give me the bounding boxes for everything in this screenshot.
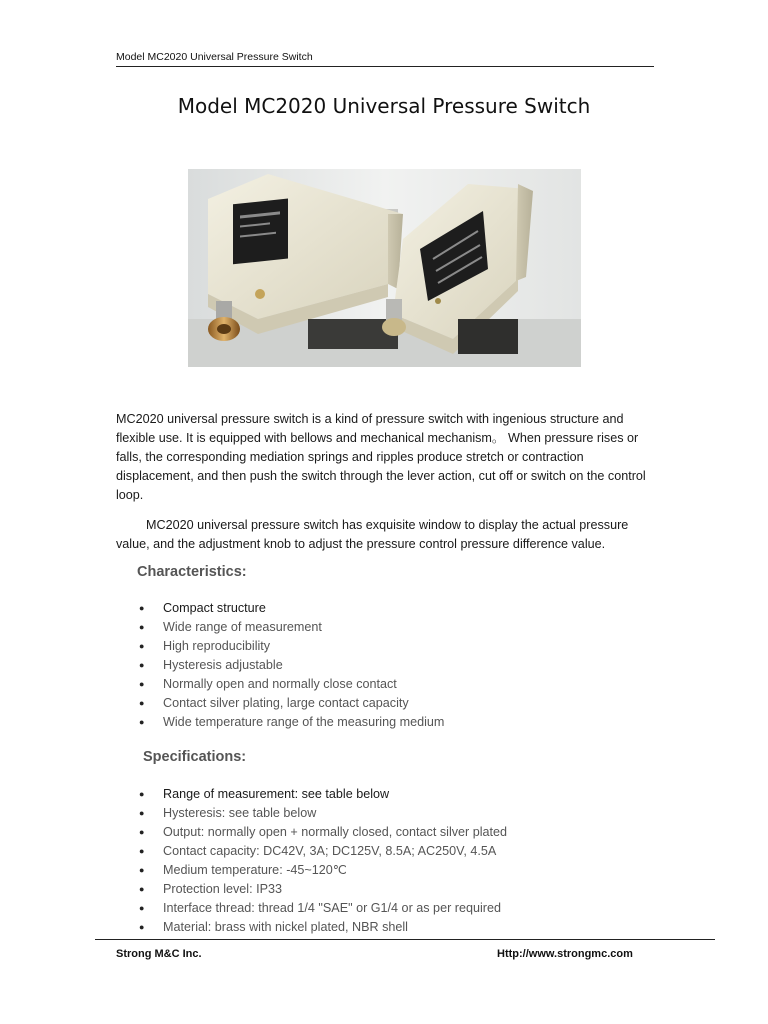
characteristics-heading: Characteristics: [137, 564, 247, 580]
list-item: ● High reproducibility [137, 637, 444, 656]
bullet-icon: ● [139, 865, 145, 875]
list-item: ● Wide temperature range of the measuring medium [137, 713, 444, 732]
list-item: ● Contact capacity: DC42V, 3A; DC125V, 8.5A; AC250V, 4.5A [137, 842, 507, 861]
footer-divider [95, 939, 715, 940]
characteristics-list [137, 599, 444, 732]
footer-url[interactable]: Http://www.strongmc.com [497, 948, 633, 960]
bullet-icon: ● [139, 717, 145, 727]
list-item: ● Material: brass with nickel plated, NBR shell [137, 918, 507, 937]
bullet-icon: ● [139, 789, 145, 799]
list-item: ● Medium temperature: -45~120℃ [137, 861, 507, 880]
intro-paragraph: MC2020 universal pressure switch is a kind of pressure switch with ingenious structure and flexible use. It is equipped with bellows and mechanical mechanism。 When pressure rises or falls, the corresponding mediation springs and ripples produce stretch or contraction displacement, and then push the switch through the lever action, cut off or switch on the control loop. [116, 412, 646, 502]
window-paragraph: MC2020 universal pressure switch has exquisite window to display the actual pressure value, and the adjustment knob to adjust the pressure control pressure difference value. [116, 518, 629, 551]
list-item: ● Output: normally open + normally closed, contact silver plated [137, 823, 507, 842]
list-item: ● Range of measurement: see table below [137, 785, 507, 804]
bullet-icon: ● [139, 641, 145, 651]
specifications-heading: Specifications: [143, 749, 247, 765]
page-title: Model MC2020 Universal Pressure Switch [177, 94, 591, 118]
bullet-icon: ● [139, 903, 145, 913]
list-item: ● Normally open and normally close contact [137, 675, 444, 694]
specifications-list [137, 785, 507, 937]
bullet-icon: ● [139, 846, 145, 856]
footer-company: Strong M&C Inc. [116, 948, 202, 960]
bullet-icon: ● [139, 622, 145, 632]
running-header: Model MC2020 Universal Pressure Switch [116, 51, 654, 67]
bullet-icon: ● [139, 922, 145, 932]
list-item: ● Hysteresis: see table below [137, 804, 507, 823]
bullet-icon: ● [139, 698, 145, 708]
list-item: ● Hysteresis adjustable [137, 656, 444, 675]
list-item: ● Interface thread: thread 1/4 "SAE" or G1/4 or as per required [137, 899, 507, 918]
list-item: ● Compact structure [137, 599, 444, 618]
product-photo [188, 169, 581, 367]
bullet-icon: ● [139, 603, 145, 613]
list-item: ● Contact silver plating, large contact capacity [137, 694, 444, 713]
bullet-icon: ● [139, 827, 145, 837]
bullet-icon: ● [139, 660, 145, 670]
list-item: ● Wide range of measurement [137, 618, 444, 637]
bullet-icon: ● [139, 679, 145, 689]
list-item: ● Protection level: IP33 [137, 880, 507, 899]
bullet-icon: ● [139, 884, 145, 894]
bullet-icon: ● [139, 808, 145, 818]
